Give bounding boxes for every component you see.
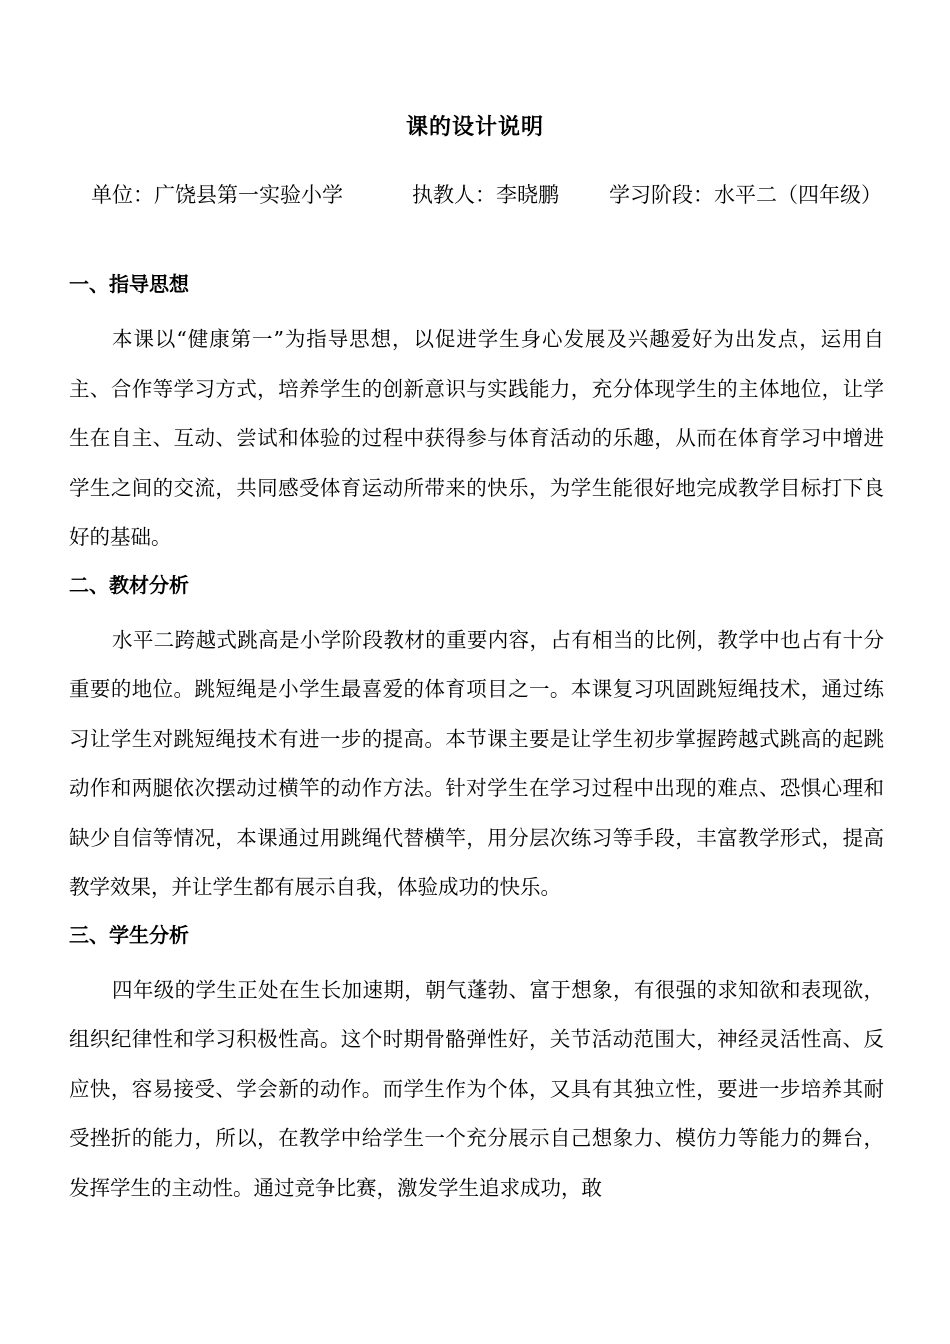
section-heading: 三、学生分析 bbox=[69, 922, 189, 947]
section-heading: 一、指导思想 bbox=[69, 272, 189, 296]
section-paragraph: 本课以“健康第一”为指导思想，以促进学生身心发展及兴趣爱好为出发点，运用自主、合作等学习方式，培养学生的创新意识与实践能力，充分体现学生的主体地位，让学生在自主、互动、尝试和体验的过程中获得参与体育活动的乐趣，从而在体育学习中增进学生之间的交流，共同感受体育运动所带来的快乐，为学生能很好地完成教学目标打下良好的基础。 bbox=[69, 327, 884, 549]
section-student-analysis bbox=[69, 917, 884, 1214]
meta-unit: 单位：广饶县第一实验小学 bbox=[91, 183, 343, 207]
document-meta bbox=[0, 180, 950, 210]
meta-stage: 学习阶段：水平二（四年级） bbox=[609, 183, 882, 207]
document-body bbox=[69, 266, 884, 1213]
section-guiding-thought bbox=[69, 266, 884, 563]
section-paragraph: 四年级的学生正处在生长加速期，朝气蓬勃、富于想象，有很强的求知欲和表现欲，组织纪律性和学习积极性高。这个时期骨骼弹性好，关节活动范围大，神经灵活性高、反应快，容易接受、学会新的动作。而学生作为个体，又具有其独立性，要进一步培养其耐受挫折的能力，所以，在教学中给学生一个充分展示自己想象力、模仿力等能力的舞台，发挥学生的主动性。通过竞争比赛，激发学生追求成功，敢 bbox=[69, 977, 884, 1200]
section-material-analysis bbox=[69, 567, 884, 913]
document-title: 课的设计说明 bbox=[405, 115, 544, 140]
meta-teacher: 执教人：李晓鹏 bbox=[412, 183, 559, 207]
section-paragraph: 水平二跨越式跳高是小学阶段教材的重要内容，占有相当的比例，教学中也占有十分重要的地位。跳短绳是小学生最喜爱的体育项目之一。本课复习巩固跳短绳技术，通过练习让学生对跳短绳技术有进一步的提高。本节课主要是让学生初步掌握跨越式跳高的起跳动作和两腿依次摆动过横竿的动作方法。针对学生在学习过程中出现的难点、恐惧心理和缺少自信等情况，本课通过用跳绳代替横竿，用分层次练习等手段，丰富教学形式，提高教学效果，并让学生都有展示自我，体验成功的快乐。 bbox=[69, 627, 884, 899]
section-heading: 二、教材分析 bbox=[69, 572, 189, 597]
